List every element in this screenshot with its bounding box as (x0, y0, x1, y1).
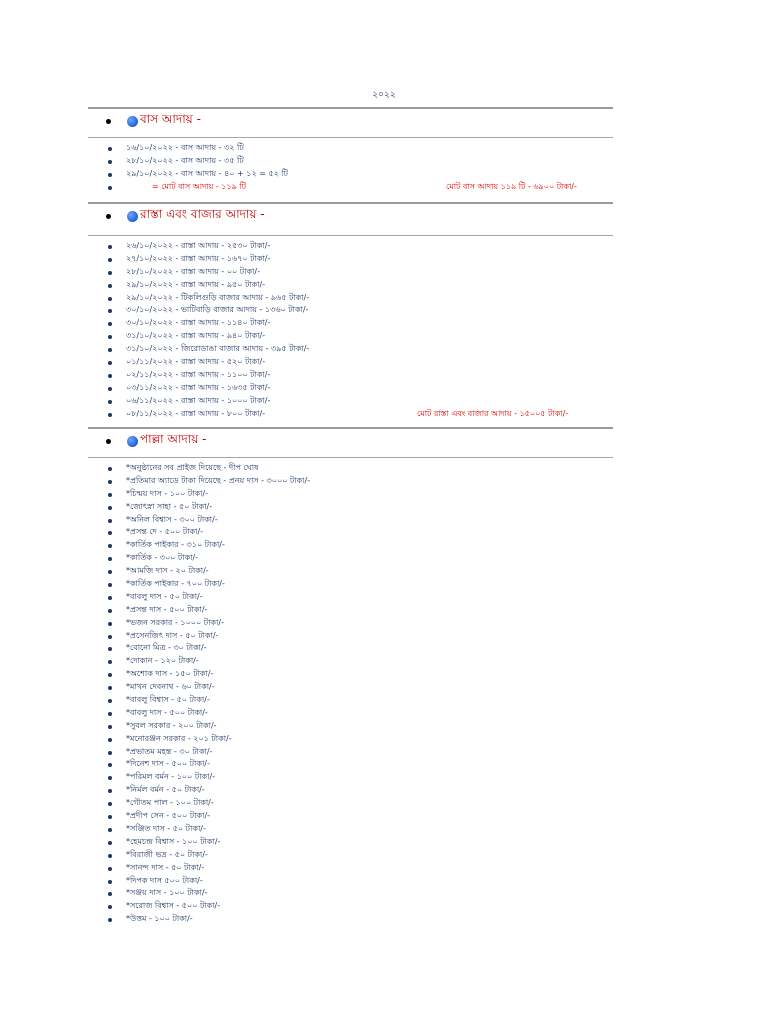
donation-list (108, 462, 310, 926)
list-item: ৩০/১০/২০২২ - রাস্তা আদায় - ১১৪০ টাকা/- (108, 317, 309, 330)
list-item: *জোৎস্না সাহা - ৫০ টাকা/- (108, 501, 310, 514)
list-item: *চিন্ময় দাস - ১০০ টাকা/- (108, 488, 310, 501)
blue-circle-icon (127, 436, 138, 447)
bus-total-right: মোট বাস আদায় ১১৯ টি - ৬৯০০ টাকা/- (446, 181, 577, 191)
list-item: *প্রসন্ত দে - ৫০০ টাকা/- (108, 526, 310, 539)
road-section-title: রাস্তা এবং বাজার আদায় - (140, 207, 265, 221)
list-item: *মনোরঞ্জন সরকার - ২০১ টাকা/- (108, 733, 310, 746)
list-item: ০৩/১১/২০২২ - রাস্তা আদায় - ১৬৩৫ টাকা/- (108, 382, 309, 395)
list-item: *মাখন দেবনাথ - ৬০ টাকা/- (108, 681, 310, 694)
list-item: *সরোজ বিশ্বাস - ৫০০ টাকা/- (108, 900, 310, 913)
list-item: *গৌতম পাল - ১০০ টাকা/- (108, 797, 310, 810)
donation-section-heading (106, 432, 206, 450)
road-section-heading (106, 207, 265, 225)
list-item: ৩১/১০/২০২২ - রাস্তা আদায় - ৯৪০ টাকা/- (108, 330, 309, 343)
donation-section-title: পাল্লা আদায় - (140, 432, 207, 446)
list-item: *পরিমল বর্মন - ১০০ টাকা/- (108, 771, 310, 784)
list-item: *নির্মল বর্মন - ৫০ টাকা/- (108, 784, 310, 797)
list-item: ২৯/১০/২০২২ - টিকলিগুড়ি বাজার আদায় - ৯৬৫ টাকা/- (108, 292, 309, 305)
list-item: ২৯/১০/২০২২ - রাস্তা আদায় - ৯৫০ টাকা/- (108, 279, 309, 292)
list-item: *উত্তম - ১০০ টাকা/- (108, 913, 310, 926)
list-item: *কার্তিক পাইকার - ৭০০ টাকা/- (108, 578, 310, 591)
list-item: ১৬/১০/২০২২ - বাস আদায় - ৩২ টি (108, 142, 288, 155)
list-item: *সুবল সরকার - ২০০ টাকা/- (108, 720, 310, 733)
bullet-icon (106, 214, 111, 219)
divider (88, 137, 613, 138)
divider (88, 107, 613, 109)
list-item: ২৭/১০/২০২২ - রাস্তা আদায় - ১৬৭০ টাকা/- (108, 253, 309, 266)
divider (88, 202, 613, 204)
list-item: *বোনো মিত্র - ৩০ টাকা/- (108, 642, 310, 655)
list-item: *দোকান - ১২০ টাকা/- (108, 655, 310, 668)
list-item: *অনিল বিশ্বাস - ৩০০ টাকা/- (108, 514, 310, 527)
list-item: *বাবলু দাস - ৫০০ টাকা/- (108, 707, 310, 720)
list-item: *অশোক দাস - ১৫০ টাকা/- (108, 668, 310, 681)
list-item: *বাবলু বিশ্বাস - ৫০ টাকা/- (108, 694, 310, 707)
list-item: *সঞ্জয় দাস - ১০০ টাকা/- (108, 887, 310, 900)
road-total-right: মোট রাস্তা এবং বাজার আদায় - ১৫০০৫ টাকা/- (417, 408, 569, 418)
road-collection-list (108, 240, 309, 420)
bus-section-title: বাস আদায় - (140, 112, 201, 126)
bus-collection-list (108, 142, 288, 181)
list-item: ০৮/১১/২০২২ - রাস্তা আদায় - ৮০০ টাকা/- (108, 408, 309, 421)
list-item: *দিপক দাস ৫০০ টাকা/- (108, 875, 310, 888)
list-item: *অনুষ্ঠানের সব প্রাইজ দিয়েছে - দীপ ঘোষ (108, 462, 310, 475)
list-item: *ভজন সরকার - ১০০০ টাকা/- (108, 617, 310, 630)
list-item: ০১/১১/২০২২ - রাস্তা আদায় - ৫২০ টাকা/- (108, 356, 309, 369)
list-item: ০৬/১১/২০২২ - রাস্তা আদায় - ১০০০ টাকা/- (108, 395, 309, 408)
list-item: *আমজি দাস - ২০ টাকা/- (108, 565, 310, 578)
divider (88, 427, 613, 429)
bus-section-heading (106, 112, 201, 130)
list-item: *হেমচন্দ্র বিশ্বাস - ১০০ টাকা/- (108, 836, 310, 849)
list-item: *বিরাজী ভদ্র - ৫০ টাকা/- (108, 849, 310, 862)
list-item: ৩০/১০/২০২২ - ভাটিবাড়ি বাজার আদায় - ১৩৬০ টাকা/- (108, 304, 309, 317)
list-item: ২৬/১০/২০২২ - রাস্তা আদায় - ২৫৩০ টাকা/- (108, 240, 309, 253)
list-item: *প্রভাতম মহন্ত - ৩০ টাকা/- (108, 746, 310, 759)
blue-circle-icon (127, 211, 138, 222)
divider (88, 457, 613, 458)
list-item: *কার্তিক পাইকার - ৩১০ টাকা/- (108, 539, 310, 552)
bus-total-left: = মোট বাস আদায় - ১১৯ টি (152, 181, 247, 191)
list-item: ০২/১১/২০২২ - রাস্তা আদায় - ১১০০ টাকা/- (108, 369, 309, 382)
list-item: ২৮/১০/২০২২ - রাস্তা আদায় - ০০ টাকা/- (108, 266, 309, 279)
list-item: *বাবলু দাস - ৫০ টাকা/- (108, 591, 310, 604)
bullet-icon (106, 119, 111, 124)
divider (88, 235, 613, 236)
list-item: *প্রদীপ সেন - ৫০০ টাকা/- (108, 810, 310, 823)
list-item: *প্রসন্ত দাস - ৫০০ টাকা/- (108, 604, 310, 617)
list-item: *সঞ্জিত দাস - ৫০ টাকা/- (108, 823, 310, 836)
list-item: ২৯/১০/২০২২ - বাস আদায় - ৪০ + ১২ = ৫২ টি (108, 168, 288, 181)
list-item: ৩১/১০/২০২২ - জিরোডাঙা বাজার আদায় - ৩৯৫ টাকা/- (108, 343, 309, 356)
list-item: *কার্তিক - ৩০০ টাকা/- (108, 552, 310, 565)
list-item: *প্রতিমার অ্যাডে টাকা দিয়েছে - প্রনয় দাস - ৩০০০ টাকা/- (108, 475, 310, 488)
page-year: ২০২২ (372, 90, 396, 100)
list-item: *সানন্দ দাস - ৫০ টাকা/- (108, 862, 310, 875)
list-item: *দিনেশ দাস - ৫০০ টাকা/- (108, 758, 310, 771)
list-item: ২৮/১০/২০২২ - বাস আদায় - ৩৫ টি (108, 155, 288, 168)
bullet-icon (106, 439, 111, 444)
blue-circle-icon (127, 116, 138, 127)
list-item: *প্রসেনজিৎ দাস - ৫০ টাকা/- (108, 630, 310, 643)
